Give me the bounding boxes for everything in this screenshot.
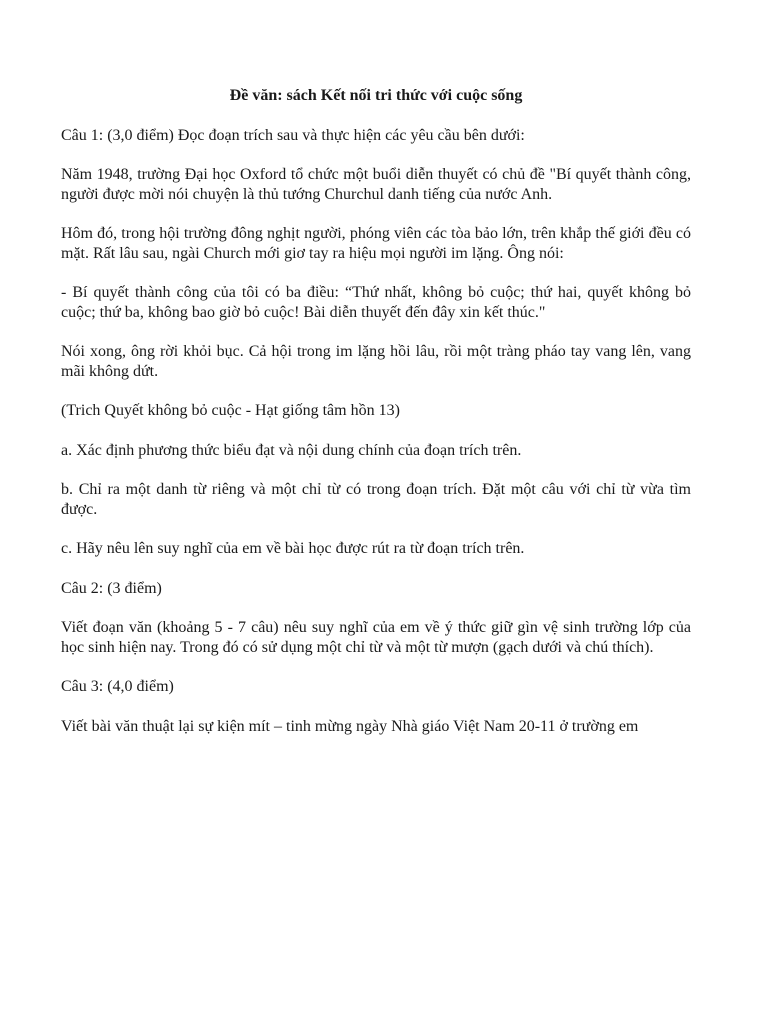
question-3-heading: Câu 3: (4,0 điểm) [61,678,174,695]
document-page [61,86,691,756]
passage-paragraph-1: Năm 1948, trường Đại học Oxford tổ chức một buổi diễn thuyết có chủ đề "Bí quyết thành công, người được mời nói chuyện là thủ tướng Churchul danh tiếng của nước Anh. [61,166,691,203]
passage-paragraph-4: Nói xong, ông rời khỏi bục. Cả hội trong im lặng hồi lâu, rồi một tràng pháo tay vang lên, vang mãi không dứt. [61,343,691,380]
question-2-text: Viết đoạn văn (khoảng 5 - 7 câu) nêu suy nghĩ của em về ý thức giữ gìn vệ sinh trường lớp của học sinh hiện nay. Trong đó có sử dụng một chỉ từ và một từ mượn (gạch dưới và chú thích). [61,619,691,656]
passage-source: (Trich Quyết không bỏ cuộc - Hạt giống tâm hồn 13) [61,402,400,419]
passage-paragraph-2: Hôm đó, trong hội trường đông nghịt người, phóng viên các tòa bảo lớn, trên khắp thế giới đều có mặt. Rất lâu sau, ngài Church mới giơ tay ra hiệu mọi người im lặng. Ông nói: [61,225,691,262]
question-2-heading: Câu 2: (3 điểm) [61,579,162,597]
document-title: Đề văn: sách Kết nối tri thức với cuộc sống [229,87,523,104]
question-3-text: Viết bài văn thuật lại sự kiện mít – tinh mừng ngày Nhà giáo Việt Nam 20-11 ở trường em [61,717,639,735]
question-1c: c. Hãy nêu lên suy nghĩ của em về bài học được rút ra từ đoạn trích trên. [61,540,525,557]
passage-paragraph-3: - Bí quyết thành công của tôi có ba điều: “Thứ nhất, không bỏ cuộc; thứ hai, quyết không bỏ cuộc; thứ ba, không bao giờ bỏ cuộc! Bài diễn thuyết đến đây xin kết thúc." [61,284,691,321]
question-1b: b. Chỉ ra một danh từ riêng và một chỉ từ có trong đoạn trích. Đặt một câu với chỉ từ vừa tìm được. [61,481,691,518]
question-1-heading: Câu 1: (3,0 điểm) Đọc đoạn trích sau và thực hiện các yêu cầu bên dưới: [61,126,525,144]
question-1a: a. Xác định phương thức biểu đạt và nội dung chính của đoạn trích trên. [61,441,522,459]
